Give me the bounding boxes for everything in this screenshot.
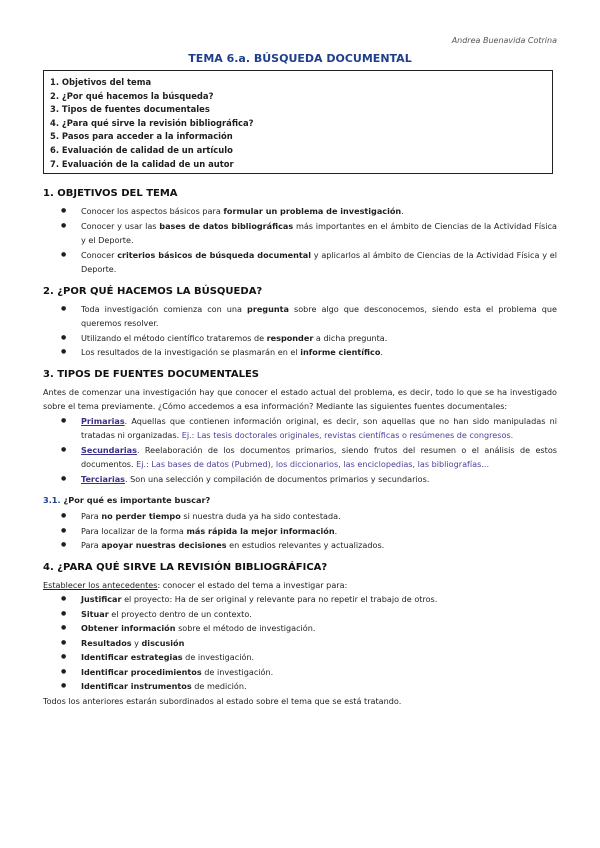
bullet-list [43, 592, 557, 694]
toc-item: 1. Objetivos del tema [50, 77, 152, 87]
bullet-list [43, 509, 557, 553]
list-item: ● Toda investigación comienza con una pregunta sobre algo que desconocemos, siendo esta el problema que queremos resolver. [81, 302, 557, 331]
list-item: ● Los resultados de la investigación se plasmarán en el informe científico. [81, 345, 557, 360]
bullet-list [43, 204, 557, 277]
paragraph: Establecer los antecedentes: conocer el estado del tema a investigar para: [43, 579, 348, 590]
paragraph: Antes de comenzar una investigación hay que conocer el estado actual del problema, es decir, todo lo que se ha investigado sobre el tema previamente. ¿Cómo accedemos a esa información? Mediante las siguientes fuentes documentales: [43, 386, 557, 411]
author-name: Andrea Buenavida Cotrina [451, 36, 557, 45]
list-item: ● Resultados y discusión [81, 636, 557, 651]
toc-item: 6. Evaluación de calidad de un artículo [50, 144, 233, 155]
secundarias-link[interactable]: Secundarias [81, 444, 137, 455]
section-objetivos [43, 188, 557, 277]
list-item: ● Identificar estrategias de investigación. [81, 650, 557, 665]
list-item: ● Identificar instrumentos de medición. [81, 679, 557, 694]
list-item: ● Utilizando el método científico trataremos de responder a dicha pregunta. [81, 331, 557, 346]
list-item: ● Justificar el proyecto: Ha de ser original y relevante para no repetir el trabajo de otros. [81, 592, 557, 607]
primarias-link[interactable]: Primarias [81, 415, 125, 426]
list-item: ● Identificar procedimientos de investigación. [81, 665, 557, 680]
section-tipos-fuentes [43, 369, 557, 553]
section-por-que-busqueda [43, 286, 557, 360]
list-item: ● Terciarias. Son una selección y compilación de documentos primarios y secundarios. [81, 472, 557, 487]
list-item: ● Conocer los aspectos básicos para formular un problema de investigación. [81, 204, 557, 219]
list-item: ● Para apoyar nuestras decisiones en estudios relevantes y actualizados. [81, 538, 557, 553]
list-item: ● Secundarias. Reelaboración de los documentos primarios, siendo frutos del resumen o el análisis de estos documentos. Ej.: Las bases de datos (Pubmed), los diccionarios, las enciclopedias, las bibliografías... [81, 443, 557, 472]
bullet-list [43, 414, 557, 487]
list-item: ● Situar el proyecto dentro de un contexto. [81, 607, 557, 622]
bullet-list [43, 302, 557, 360]
page-title: TEMA 6.a. BÚSQUEDA DOCUMENTAL [188, 52, 412, 65]
toc-item: 7. Evaluación de la calidad de un autor [50, 158, 234, 169]
list-item: ● Conocer criterios básicos de búsqueda documental y aplicarlos al ámbito de Ciencias de la Actividad Física y el Deporte. [81, 248, 557, 277]
list-item: ● Para no perder tiempo si nuestra duda ya ha sido contestada. [81, 509, 557, 524]
terciarias-link[interactable]: Terciarias [81, 473, 126, 484]
subsection-heading: 3.1. ¿Por qué es importante buscar? [43, 495, 211, 505]
toc-item: 3. Tipos de fuentes documentales [50, 104, 210, 115]
section-heading: 1. OBJETIVOS DEL TEMA [43, 188, 178, 199]
section-heading: 2. ¿POR QUÉ HACEMOS LA BÚSQUEDA? [43, 285, 263, 297]
toc-item: 2. ¿Por qué hacemos la búsqueda? [50, 90, 214, 101]
list-item: ● Conocer y usar las bases de datos bibliográficas más importantes en el ámbito de Ciencias de la Actividad Física y el Deporte. [81, 219, 557, 248]
list-item: ● Primarias. Aquellas que contienen información original, es decir, son aquellas que no han sido manipuladas ni tratadas ni organizadas. Ej.: Las tesis doctorales originales, revistas científicas o resúmenes de congresos. [81, 414, 557, 443]
list-item: ● Para localizar de la forma más rápida la mejor información. [81, 524, 557, 539]
table-of-contents [43, 70, 553, 174]
section-heading: 4. ¿PARA QUÉ SIRVE LA REVISIÓN BIBLIOGRÁFICA? [43, 561, 328, 573]
section-revision-bibliografica [43, 562, 557, 709]
paragraph: Todos los anteriores estarán subordinados al estado sobre el tema que se está tratando. [43, 695, 402, 706]
list-item: ● Obtener información sobre el método de investigación. [81, 621, 557, 636]
document-body [43, 188, 557, 717]
toc-item: 5. Pasos para acceder a la información [50, 131, 233, 142]
section-heading: 3. TIPOS DE FUENTES DOCUMENTALES [43, 368, 259, 380]
toc-item: 4. ¿Para qué sirve la revisión bibliográfica? [50, 117, 254, 128]
